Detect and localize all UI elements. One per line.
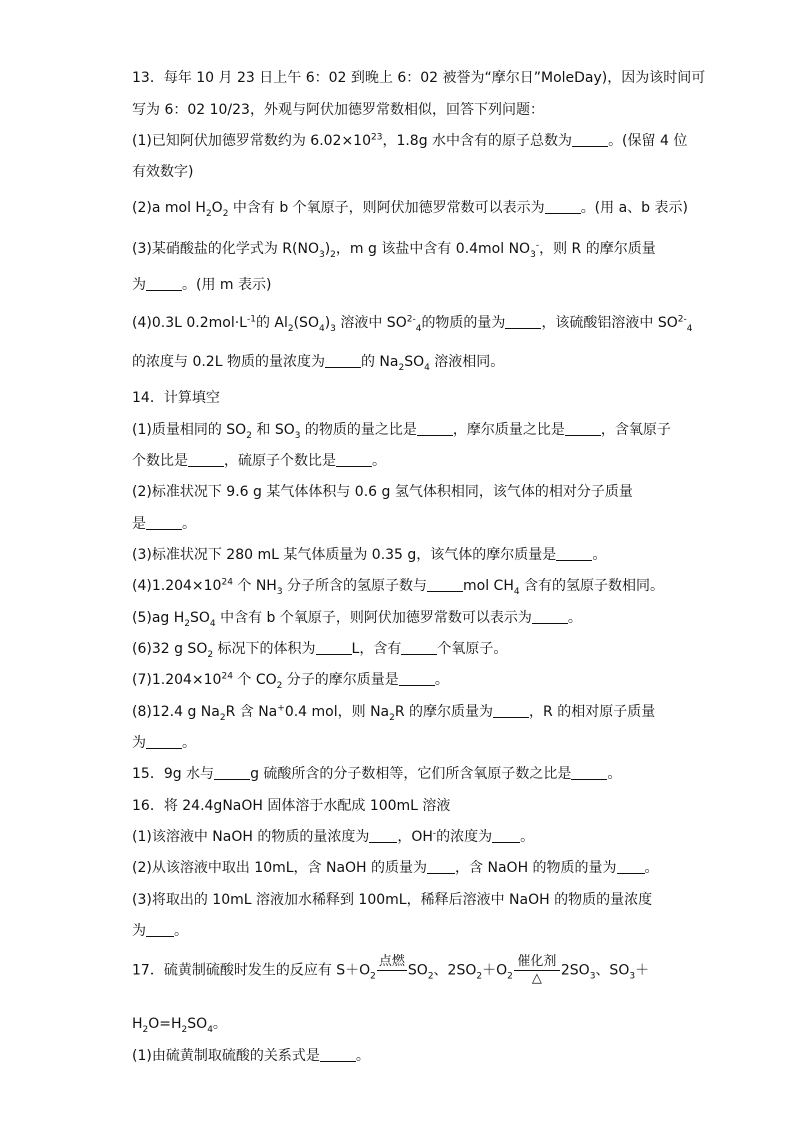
q16-part2: (2)从该溶液中取出 10mL，含 NaOH 的质量为 ，含 NaOH 的物质的量为 。 (132, 860, 659, 876)
answer-blank[interactable] (556, 546, 592, 561)
answer-blank[interactable] (427, 577, 463, 592)
q14-part1-line1: (1)质量相同的 $SO_2$ 和 $SO_3$ 的物质的量之比是 ，摩尔质量之比是 ，含氧原子 (132, 422, 671, 441)
q14-part4: $(4)1.204\times 10^{24}$ 个 $NH_3$ 分子所含的氢原子数与 mol $CH_4$ 含有的氢原子数相同。 (132, 577, 665, 597)
answer-blank[interactable] (417, 421, 453, 436)
answer-blank[interactable] (146, 922, 174, 937)
q13-part3-line2: 为 。(用 m 表示) (132, 277, 272, 293)
answer-blank[interactable] (320, 1047, 356, 1062)
answer-blank[interactable] (565, 421, 601, 436)
answer-blank[interactable] (505, 314, 541, 329)
q14-part3: (3)标准状况下 280 mL 某气体质量为 0.35 g，该气体的摩尔质量是 。 (132, 547, 607, 563)
q17-part1: (1)由硫黄制取硫酸的关系式是 。 (132, 1048, 370, 1064)
reaction-arrow-catalyst: 催化剂 △ (514, 954, 560, 987)
answer-blank[interactable] (572, 132, 608, 147)
answer-blank[interactable] (336, 452, 372, 467)
answer-blank[interactable] (399, 671, 435, 686)
answer-blank[interactable] (427, 859, 455, 874)
q16-part3-line2: 为 。 (132, 923, 188, 939)
q14-part6: (6)32 g $SO_2$ 标况下的体积为 L，含有 个氧原子。 (132, 641, 508, 660)
answer-blank[interactable] (146, 515, 182, 530)
answer-blank[interactable] (188, 452, 224, 467)
q14-part1-line2: 个数比是 ，硫原子个数比是 。 (132, 453, 386, 469)
answer-blank[interactable] (214, 765, 250, 780)
answer-blank[interactable] (532, 609, 568, 624)
answer-blank[interactable] (146, 734, 182, 749)
answer-blank[interactable] (545, 199, 581, 214)
q14-part7: $(7)1.204\times 10^{24}$ 个 $CO_2$ 分子的摩尔质量是 。 (132, 671, 449, 691)
answer-blank[interactable] (492, 828, 520, 843)
q14-part2-line1: (2)标准状况下 9.6 g 某气体体积与 0.6 g 氢气体积相同，该气体的相对分子质量 (132, 484, 633, 500)
answer-blank[interactable] (325, 353, 361, 368)
answer-blank[interactable] (146, 276, 182, 291)
q13-intro-line2: 写为 6：02 10/23，外观与阿伏加德罗常数相似，回答下列问题： (132, 102, 544, 118)
answer-blank[interactable] (617, 859, 645, 874)
q16-title: 16．将 24.4gNaOH 固体溶于水配成 100mL 溶液 (132, 798, 451, 814)
q13-part2: (2)a mol $H_2O_2$ 中含有 b 个氧原子，则阿伏加德罗常数可以表示为 。(用 a、b 表示) (132, 200, 688, 219)
q14-part8-line2: 为 。 (132, 735, 196, 751)
q13-intro-line1: 13．每年 10 月 23 日上午 6：02 到晚上 6：02 被誉为“摩尔日”MoleDay)，因为该时间可 (132, 70, 706, 86)
q13-part1-line1: (1)已知阿伏加德罗常数约为 $6.02\times 10^{23}$，1.8g 水中含有的原子总数为 。(保留 4 位 (132, 132, 688, 149)
q13-part4-line2: 的浓度与 0.2L 物质的量浓度为 的 $Na_2SO_4$ 溶液相同。 (132, 354, 505, 373)
answer-blank[interactable] (316, 640, 352, 655)
q13-part4-line1: (4)0.3L $0.2mol\cdot L^{-1}$的 $Al_2(SO_4)_3$ 溶液中 $SO^{2-}_4$的物质的量为 ，该硫酸铝溶液中 $SO^{2-}_4$ (132, 314, 693, 334)
q14-part8-line1: (8)12.4 g $Na_2R$ 含 Na+0.4 mol，则 $Na_2R$ 的摩尔质量为 ，R 的相对原子质量 (132, 703, 656, 723)
q17-reaction-line2: $H_2O=H_2SO_4$。 (132, 1016, 227, 1035)
answer-blank[interactable] (571, 765, 607, 780)
q13-part3-line1: (3)某硝酸盐的化学式为 $R(NO_3)_2$，m g 该盐中含有 0.4mol $NO_3^-$，则 R 的摩尔质量 (132, 240, 656, 260)
q16-part3-line1: (3)将取出的 10mL 溶液加水稀释到 100mL，稀释后溶液中 NaOH 的物质的量浓度 (132, 892, 653, 908)
q15-line: 15．9g 水与 g 硫酸所含的分子数相等，它们所含氧原子数之比是 。 (132, 766, 622, 782)
q17-reaction-line1: 17．硫黄制硫酸时发生的反应有 $S+O_2$ 点燃 $SO_2$、$2SO_2+O_2$ 催化剂 △ $2SO_3$、$SO_3+$ (132, 954, 650, 986)
q14-part2-line2: 是 。 (132, 516, 196, 532)
q16-part1: (1)该溶液中 NaOH 的物质的量浓度为 ，OH-的浓度为 。 (132, 828, 535, 845)
reaction-arrow-ignite: 点燃 (378, 954, 405, 969)
q14-title: 14．计算填空 (132, 390, 220, 406)
q14-part5: (5)ag $H_2SO_4$ 中含有 b 个氧原子，则阿伏加德罗常数可以表示为 。 (132, 610, 582, 629)
q13-part1-line2: 有效数字) (132, 164, 194, 180)
answer-blank[interactable] (493, 703, 529, 718)
answer-blank[interactable] (369, 828, 397, 843)
answer-blank[interactable] (401, 640, 437, 655)
